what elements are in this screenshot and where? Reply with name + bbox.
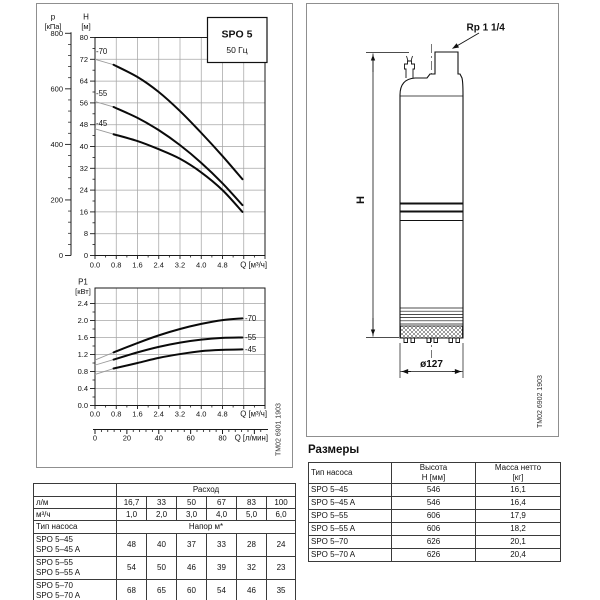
dims-height-value: 626: [392, 549, 476, 562]
dims-table-row: [309, 484, 561, 497]
port-callout-arrow: [453, 33, 480, 49]
pump-curves-figure: [36, 3, 293, 468]
head-value: 24: [267, 534, 296, 557]
dims-type-header: Тип насоса: [309, 463, 392, 484]
h-axis-unit: [м]: [81, 22, 91, 31]
flow-corner-cell: [34, 484, 117, 497]
x-tick-label: 4.8: [217, 409, 228, 419]
head-pump-types: [34, 557, 117, 580]
head-row: [34, 557, 296, 580]
p1-tick-label: 1.6: [77, 333, 88, 342]
flow-value: 50: [177, 497, 207, 509]
x-tick-label: 1.6: [132, 260, 143, 270]
x-tick-label: 2.4: [153, 260, 164, 270]
head-pump-type-line: SPO 5–45 A: [36, 545, 81, 554]
curve-label: -55: [245, 333, 257, 342]
dims-height-header-line: Высота: [419, 463, 448, 472]
h-tick-label: 48: [79, 120, 88, 130]
dims-pump-type: SPO 5–70: [309, 536, 392, 549]
pump-body-outline: [400, 52, 463, 338]
p1-tick-label: 0.8: [77, 367, 88, 376]
dims-mass-value: 16,4: [476, 497, 561, 510]
dims-height-value: 606: [392, 523, 476, 536]
flow-value: 33: [147, 497, 177, 509]
head-value: 39: [207, 557, 237, 580]
head-pump-type-line: SPO 5–45: [36, 535, 73, 544]
lmin-tick-label: 40: [154, 433, 163, 443]
p-axis-unit: [кПа]: [44, 22, 62, 31]
x-tick-label: 0.0: [89, 409, 101, 419]
dims-mass-value: 16,1: [476, 484, 561, 497]
dims-height-header-line: Н [мм]: [421, 473, 446, 482]
x-axis-label: Q [м³/ч]: [240, 260, 267, 270]
head-value: 54: [207, 580, 237, 600]
head-pump-type-line: SPO 5–55 A: [36, 568, 81, 577]
x-tick-label: 4.8: [217, 260, 228, 270]
head-pump-types: [34, 580, 117, 600]
p1-axis-title: P1: [78, 277, 88, 287]
p1-tick-label: 0.4: [77, 384, 88, 393]
x-tick-label: 0.8: [111, 409, 122, 419]
head-value: 65: [147, 580, 177, 600]
head-pump-type-line: SPO 5–70: [36, 581, 73, 590]
dims-pump-type: SPO 5–70 A: [309, 549, 392, 562]
h-tick-label: 64: [79, 76, 88, 86]
flow-value: 16,7: [117, 497, 147, 509]
dims-height-value: 546: [392, 497, 476, 510]
head-value: 68: [117, 580, 147, 600]
curve--70: [114, 318, 243, 352]
head-value: 50: [147, 557, 177, 580]
flow-value: 2,0: [147, 509, 177, 521]
h-tick-label: 80: [79, 33, 88, 42]
p1-tick-label: 2.4: [77, 299, 88, 308]
dims-mass-value: 18,2: [476, 523, 561, 536]
h-tick-label: 24: [79, 185, 88, 195]
x-tick-label: 3.2: [174, 409, 186, 419]
head-value: 28: [237, 534, 267, 557]
head-pump-types: [34, 534, 117, 557]
x-tick-label: 2.4: [153, 409, 164, 419]
h-tick-label: 8: [83, 229, 88, 239]
p-tick-label: 0: [58, 251, 63, 260]
p-tick-label: 200: [50, 195, 63, 205]
flow-value: 1,0: [117, 509, 147, 521]
head-pump-type-line: SPO 5–55: [36, 558, 73, 567]
dimensions-table: [308, 462, 560, 562]
flow-value: 5,0: [237, 509, 267, 521]
h-tick-label: 32: [79, 163, 88, 173]
cable-gland: [405, 61, 415, 78]
head-value: 46: [177, 557, 207, 580]
head-value: 37: [177, 534, 207, 557]
curve-leader: [95, 59, 114, 64]
dims-pump-type: SPO 5–45: [309, 484, 392, 497]
dimensions-heading: Размеры: [308, 444, 360, 456]
flow-unit-label: л/м: [34, 497, 117, 509]
dims-table-row: [309, 510, 561, 523]
flow-head-table: [33, 483, 295, 600]
curve--45: [114, 349, 243, 368]
flow-value: 4,0: [207, 509, 237, 521]
h-tick-label: 56: [79, 98, 88, 108]
dims-table-row: [309, 549, 561, 562]
head-row: [34, 534, 296, 557]
dims-height-value: 546: [392, 484, 476, 497]
flow-type-label: Тип насоса: [34, 521, 117, 534]
flow-header: Расход: [117, 484, 296, 497]
curve-leader: [95, 129, 114, 134]
frequency-label: 50 Гц: [226, 45, 248, 55]
head-value: 48: [117, 534, 147, 557]
dims-mass-value: 17,9: [476, 510, 561, 523]
lmin-axis-label: Q [л/мин]: [234, 433, 268, 443]
p1-axis-unit: [кВт]: [75, 287, 91, 296]
dims-pump-type: SPO 5–55 A: [309, 523, 392, 536]
head-row: [34, 580, 296, 600]
curve-label: -55: [96, 89, 108, 98]
p-tick-label: 800: [50, 28, 63, 38]
dims-mass-value: 20,1: [476, 536, 561, 549]
flow-value: 6,0: [267, 509, 296, 521]
dims-height-header: [392, 463, 476, 484]
lmin-tick-label: 0: [92, 433, 98, 443]
flow-unit-label: м³/ч: [34, 509, 117, 521]
h-tick-label: 16: [79, 207, 88, 217]
x-tick-label: 3.2: [174, 260, 186, 270]
chart-title-box: [208, 18, 268, 63]
diameter-label: ø127: [420, 359, 443, 370]
x-tick-label: 4.0: [196, 260, 207, 270]
head-value: 35: [267, 580, 296, 600]
dims-pump-type: SPO 5–55: [309, 510, 392, 523]
power-flow-chart: [75, 278, 268, 443]
height-dimension-label: H: [355, 196, 367, 204]
dims-mass-header-line: Масса нетто: [494, 463, 542, 472]
h-tick-label: 0: [83, 251, 88, 260]
x-axis-label: Q [м³/ч]: [240, 409, 267, 419]
x-tick-label: 4.0: [196, 409, 207, 419]
flow-value: 3,0: [177, 509, 207, 521]
head-value: 54: [117, 557, 147, 580]
p-tick-label: 400: [50, 139, 63, 149]
figure-number-right: TM02 6902 1903: [537, 375, 544, 428]
curve--55: [114, 338, 243, 360]
lmin-tick-label: 20: [122, 433, 132, 443]
flow-table-grid: [33, 483, 296, 600]
head-value: 32: [237, 557, 267, 580]
pump-model-title: SPO 5: [221, 28, 253, 41]
head-pump-type-line: SPO 5–70 A: [36, 591, 81, 600]
dims-mass-header-line: [кг]: [512, 473, 524, 482]
x-tick-label: 1.6: [132, 409, 143, 419]
h-tick-label: 40: [79, 142, 88, 151]
dims-table-row: [309, 497, 561, 510]
curve-label: -45: [96, 119, 108, 128]
head-value: 60: [177, 580, 207, 600]
cable-wires: [407, 56, 413, 61]
p1-tick-label: 1.2: [77, 350, 88, 359]
dims-mass-header: [476, 463, 561, 484]
p-tick-label: 600: [50, 84, 63, 94]
flow-value: 67: [207, 497, 237, 509]
dims-table-row: [309, 523, 561, 536]
head-value: 33: [207, 534, 237, 557]
dimensions-table-grid: [308, 462, 561, 562]
x-tick-label: 0.8: [111, 260, 122, 270]
head-value: 23: [267, 557, 296, 580]
curve-leader: [95, 360, 114, 366]
dims-height-value: 626: [392, 536, 476, 549]
curve-leader: [95, 352, 114, 360]
dims-pump-type: SPO 5–45 A: [309, 497, 392, 510]
pump-drawing-figure: [306, 3, 559, 437]
dims-height-value: 606: [392, 510, 476, 523]
flow-value: 100: [267, 497, 296, 509]
p-axis-title: p: [50, 12, 56, 22]
curve--70: [114, 65, 243, 179]
lmin-tick-label: 60: [186, 433, 195, 443]
curve--45: [114, 134, 243, 212]
curve-leader: [95, 102, 114, 107]
flow-unit-row: [34, 497, 296, 509]
strainer-hatch-band: [401, 326, 463, 338]
curve-label: -70: [96, 47, 108, 56]
flow-unit-row: [34, 509, 296, 521]
dims-table-row: [309, 536, 561, 549]
discharge-port-label: Rp 1 1/4: [466, 22, 505, 34]
curve-label: -45: [245, 345, 257, 354]
x-tick-label: 0.0: [89, 260, 101, 270]
flow-value: 83: [237, 497, 267, 509]
head-value: 40: [147, 534, 177, 557]
h-axis-title: H: [83, 12, 89, 22]
head-value: 46: [237, 580, 267, 600]
head-header: Напор м*: [117, 521, 296, 534]
curve-label: -70: [245, 314, 257, 323]
dims-mass-value: 20,4: [476, 549, 561, 562]
h-tick-label: 72: [79, 54, 88, 64]
lmin-tick-label: 80: [218, 433, 227, 443]
p1-tick-label: 0.0: [77, 401, 88, 410]
figure-number-left: TM02 6901 1903: [275, 403, 283, 456]
p1-tick-label: 2.0: [77, 316, 88, 325]
